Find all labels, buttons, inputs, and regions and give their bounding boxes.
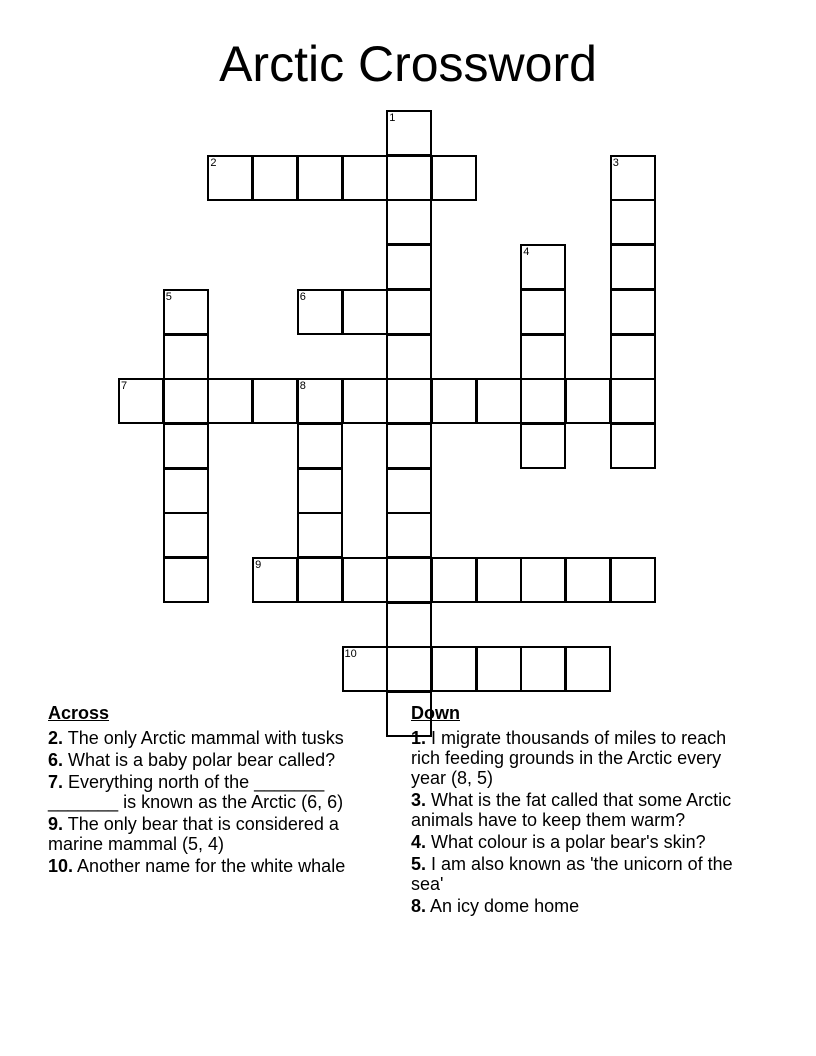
- down-heading: Down: [411, 703, 460, 723]
- grid-cell[interactable]: [386, 334, 432, 380]
- clue-number: 4.: [411, 832, 427, 852]
- grid-cell[interactable]: [163, 468, 209, 514]
- grid-cell[interactable]: [386, 244, 432, 290]
- grid-cell[interactable]: [297, 378, 343, 424]
- page-title: Arctic Crossword: [219, 36, 597, 92]
- grid-cell[interactable]: [386, 646, 432, 692]
- grid-cell[interactable]: [163, 512, 209, 558]
- grid-cell[interactable]: [520, 289, 566, 335]
- grid-cell[interactable]: [386, 289, 432, 335]
- grid-cell[interactable]: [431, 155, 477, 201]
- grid-cell[interactable]: [297, 289, 343, 335]
- grid-cell[interactable]: [252, 378, 298, 424]
- clue-text: What is the fat called that some Arctic animals have to keep them warm?: [411, 790, 732, 830]
- across-clue: [48, 814, 398, 854]
- grid-cell[interactable]: [610, 289, 656, 335]
- down-clues: [411, 702, 741, 918]
- grid-cell[interactable]: [520, 646, 566, 692]
- clue-number: 6.: [48, 750, 64, 770]
- clue-number-label: 5: [165, 290, 172, 303]
- grid-cell[interactable]: [610, 378, 656, 424]
- grid-cell[interactable]: [297, 468, 343, 514]
- clue-number: 8.: [411, 896, 427, 916]
- clue-text: The only bear that is considered a marine mammal (5, 4): [48, 814, 339, 854]
- across-clue: [48, 728, 398, 748]
- across-clue: [48, 772, 398, 812]
- clue-number-label: 10: [344, 648, 357, 661]
- clue-number: 3.: [411, 790, 427, 810]
- clue-text: I am also known as 'the unicorn of the sea': [411, 854, 733, 894]
- across-clue: [48, 856, 398, 876]
- grid-cell[interactable]: [118, 378, 164, 424]
- down-clue: [411, 728, 741, 788]
- grid-cell[interactable]: [431, 646, 477, 692]
- clue-number: 10.: [48, 856, 74, 876]
- clue-number-label: 3: [612, 156, 619, 169]
- grid-cell[interactable]: [297, 155, 343, 201]
- grid-cell[interactable]: [610, 244, 656, 290]
- clue-number-label: 8: [299, 380, 306, 393]
- grid-cell[interactable]: [342, 378, 388, 424]
- grid-cell[interactable]: [342, 646, 388, 692]
- grid-cell[interactable]: [386, 512, 432, 558]
- clue-text: The only Arctic mammal with tusks: [67, 728, 344, 748]
- grid-cell[interactable]: [610, 423, 656, 469]
- down-clue: [411, 896, 741, 916]
- grid-cell[interactable]: [252, 557, 298, 603]
- grid-cell[interactable]: [297, 423, 343, 469]
- clue-text: What colour is a polar bear's skin?: [431, 832, 706, 852]
- clue-number-label: 4: [523, 246, 530, 259]
- clue-number: 1.: [411, 728, 427, 748]
- down-clue: [411, 790, 741, 830]
- grid-cell[interactable]: [386, 155, 432, 201]
- grid-cell[interactable]: [386, 468, 432, 514]
- grid-cell[interactable]: [386, 199, 432, 245]
- clue-number-label: 1: [389, 112, 396, 124]
- clue-text: An icy dome home: [430, 896, 580, 916]
- grid-cell[interactable]: [565, 378, 611, 424]
- grid-cell[interactable]: [163, 423, 209, 469]
- grid-cell[interactable]: [252, 155, 298, 201]
- grid-cell[interactable]: [297, 557, 343, 603]
- grid-cell[interactable]: [565, 646, 611, 692]
- grid-cell[interactable]: [163, 289, 209, 335]
- grid-cell[interactable]: [520, 378, 566, 424]
- grid-cell[interactable]: [163, 557, 209, 603]
- grid-cell[interactable]: [431, 378, 477, 424]
- down-clue: [411, 832, 741, 852]
- grid-cell[interactable]: [163, 334, 209, 380]
- grid-cell[interactable]: [207, 155, 253, 201]
- grid-cell[interactable]: [476, 378, 522, 424]
- grid-cell[interactable]: [386, 378, 432, 424]
- clue-number: 9.: [48, 814, 64, 834]
- clue-number-label: 9: [255, 559, 262, 571]
- grid-cell[interactable]: [297, 512, 343, 558]
- grid-cell[interactable]: [207, 378, 253, 424]
- grid-cell[interactable]: [342, 289, 388, 335]
- clue-text: I migrate thousands of miles to reach rich feeding grounds in the Arctic every year (8, 5): [411, 728, 727, 788]
- grid-cell[interactable]: [476, 646, 522, 692]
- grid-cell[interactable]: [386, 557, 432, 603]
- clue-number-label: 2: [210, 156, 217, 169]
- grid-cell[interactable]: [342, 155, 388, 201]
- across-clue: [48, 750, 398, 770]
- clue-number: 5.: [411, 854, 427, 874]
- clue-number-label: 6: [299, 290, 306, 303]
- grid-cell[interactable]: [610, 334, 656, 380]
- down-clue: [411, 854, 741, 894]
- grid-cell[interactable]: [386, 602, 432, 648]
- clue-number: 7.: [48, 772, 64, 792]
- grid-cell[interactable]: [431, 557, 477, 603]
- clue-text: Everything north of the _______ _______ is known as the Arctic (6, 6): [48, 772, 344, 812]
- grid-cell[interactable]: [476, 557, 522, 603]
- grid-cell[interactable]: [610, 199, 656, 245]
- clue-number-label: 7: [121, 380, 128, 393]
- grid-cell[interactable]: [386, 423, 432, 469]
- clue-number: 2.: [48, 728, 64, 748]
- grid-cell[interactable]: [520, 557, 566, 603]
- grid-cell[interactable]: [520, 244, 566, 290]
- grid-cell[interactable]: [565, 557, 611, 603]
- grid-cell[interactable]: [163, 378, 209, 424]
- grid-cell[interactable]: [610, 557, 656, 603]
- grid-cell[interactable]: [520, 423, 566, 469]
- grid-cell[interactable]: [610, 155, 656, 201]
- across-heading: Across: [48, 703, 110, 723]
- grid-cell[interactable]: [520, 334, 566, 380]
- grid-cell[interactable]: [342, 557, 388, 603]
- grid-cell[interactable]: [386, 110, 432, 156]
- clue-text: Another name for the white whale: [77, 856, 346, 876]
- clue-text: What is a baby polar bear called?: [68, 750, 336, 770]
- across-clues: [48, 702, 398, 878]
